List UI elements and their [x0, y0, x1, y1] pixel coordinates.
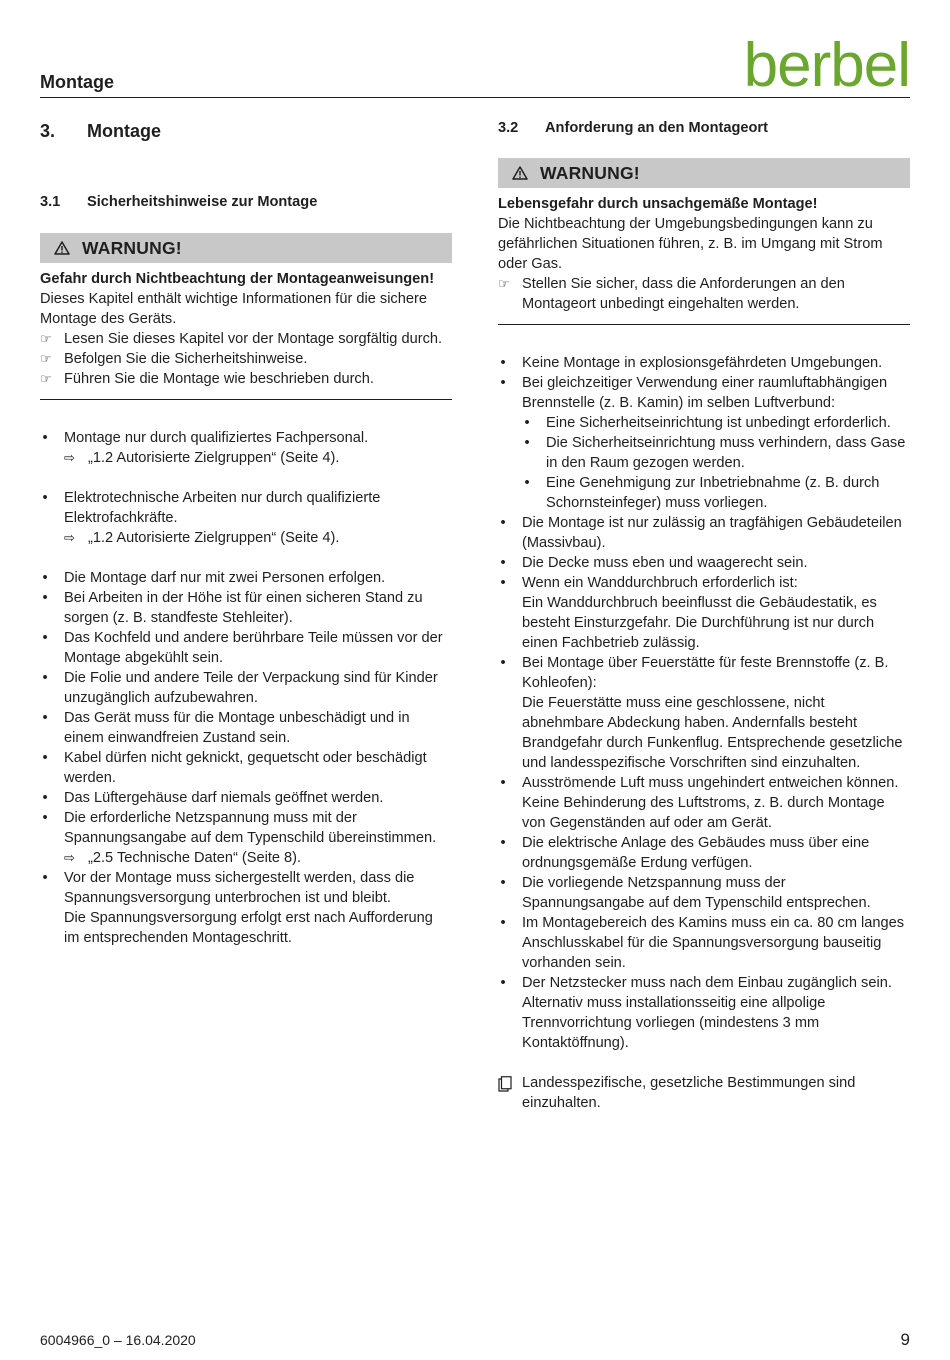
bullet-icon: • [42, 710, 48, 726]
arrow-right-icon: ⇨ [64, 850, 75, 865]
list-item: • Die Folie und andere Teile der Verpackung sind für Kinder unzugänglich aufzubewahren. [40, 668, 452, 708]
arrow-right-icon: ⇨ [64, 530, 75, 545]
bullet-icon: • [42, 490, 48, 506]
bullet-icon: • [42, 810, 48, 826]
list-item: • Vor der Montage muss sichergestellt werden, dass die Spannungsversorgung unterbrochen ist und bleibt. Die Spannungsversorgung erfolgt erst nach Aufforderung im entsprechenden Montageschritt. [40, 868, 452, 948]
action-item: ☞ Befolgen Sie die Sicherheitshinweise. [40, 351, 308, 367]
warning-body [40, 269, 452, 389]
bullet-icon: • [42, 630, 48, 646]
warning-label: WARNUNG! [82, 238, 182, 258]
section-number: 3. [40, 121, 56, 141]
header-rule [40, 97, 910, 98]
bullet-icon: • [42, 790, 48, 806]
list-item: • Bei Montage über Feuerstätte für feste Brennstoffe (z. B. Kohleofen): Die Feuerstätte muss eine geschlossene, nicht abnehmbare Abdeckung haben. Andernfalls besteht Brandgefahr durch Funkenflug. Entsprechende gesetzliche und landesspezifische Vorschriften sind einzuhalten. [498, 653, 910, 773]
pointing-hand-icon: ☞ [40, 371, 52, 386]
action-item: ☞ Führen Sie die Montage wie beschrieben durch. [40, 371, 374, 387]
warning-body [498, 194, 910, 314]
bullet-list [40, 428, 452, 468]
list-item: • Bei gleichzeitiger Verwendung einer raumluftabhängigen Brennstelle (z. B. Kamin) im selben Luftverbund: • Eine Sicherheitseinrichtung ist unbedingt erforderlich. • Die Sicherheitseinrichtung muss verhindern, dass Gase in den Raum gezogen werden. • Eine Genehmigung zur Inbetriebnahme (z. B. durch Schornsteinfeger) muss vorliegen. [498, 373, 910, 513]
running-header: Montage [40, 72, 114, 92]
warning-label: WARNUNG! [540, 163, 640, 183]
list-item: • Die Sicherheitseinrichtung muss verhindern, dass Gase in den Raum gezogen werden. [522, 433, 910, 473]
list-item: • Keine Montage in explosionsgefährdeten Umgebungen. [498, 353, 910, 373]
list-item: • Die elektrische Anlage des Gebäudes muss über eine ordnungsgemäße Erdung verfügen. [498, 833, 910, 873]
note-text: Landesspezifische, gesetzliche Bestimmungen sind einzuhalten. [522, 1075, 856, 1111]
warning-triangle-icon [54, 241, 70, 255]
list-item: • Montage nur durch qualifiziertes Fachpersonal. ⇨ „1.2 Autorisierte Zielgruppen“ (Seite 4). [40, 428, 452, 468]
warning-banner [498, 158, 910, 188]
section-title: Montage [87, 121, 161, 141]
document-id: 6004966_0 – 16.04.2020 [40, 1332, 196, 1348]
list-item: • Ausströmende Luft muss ungehindert entweichen können. Keine Behinderung des Luftstroms, z. B. durch Montage von Gegenständen auf oder am Gerät. [498, 773, 910, 833]
warning-text: Die Nichtbeachtung der Umgebungsbedingungen kann zu gefährlichen Situationen führen, z. B. im Umgang mit Strom oder Gas. [498, 216, 883, 272]
list-item: • Das Kochfeld und andere berührbare Teile müssen vor der Montage abgekühlt sein. [40, 628, 452, 668]
list-item: • Der Netzstecker muss nach dem Einbau zugänglich sein. Alternativ muss installationsseitig eine allpolige Trennvorrichtung vorliegen (mindestens 3 mm Kontaktöffnung). [498, 973, 910, 1053]
bullet-icon: • [500, 375, 506, 391]
bullet-icon: • [500, 515, 506, 531]
list-item-continuation: Die Feuerstätte muss eine geschlossene, nicht abnehmbare Abdeckung haben. Andernfalls besteht Brandgefahr durch Funkenflug. Entsprechende gesetzliche und landesspezifische Vorschriften sind einzuhalten. [522, 695, 903, 771]
list-item: • Das Lüftergehäuse darf niemals geöffnet werden. [40, 788, 452, 808]
page-number: 9 [900, 1330, 910, 1349]
list-item: • Die Montage darf nur mit zwei Personen erfolgen. [40, 568, 452, 588]
cross-reference[interactable]: ⇨ „2.5 Technische Daten“ (Seite 8). [64, 850, 302, 866]
list-item: • Eine Sicherheitseinrichtung ist unbedingt erforderlich. [522, 413, 910, 433]
list-item: • Die erforderliche Netzspannung muss mit der Spannungsangabe auf dem Typenschild übereinstimmen. ⇨ „2.5 Technische Daten“ (Seite 8). [40, 808, 452, 868]
list-item: • Bei Arbeiten in der Höhe ist für einen sicheren Stand zu sorgen (z. B. standfeste Stehleiter). [40, 588, 452, 628]
bullet-icon: • [42, 590, 48, 606]
list-item: • Wenn ein Wanddurchbruch erforderlich ist: Ein Wanddurchbruch beeinflusst die Gebäudestatik, es besteht Einsturzgefahr. Die Durchführung ist nur durch einen Fachbetrieb zulässig. [498, 573, 910, 653]
bullet-icon: • [42, 870, 48, 886]
warning-heading: Lebensgefahr durch unsachgemäße Montage! [498, 196, 818, 212]
bullet-icon: • [500, 355, 506, 371]
bullet-icon: • [42, 570, 48, 586]
list-item: • Elektrotechnische Arbeiten nur durch qualifizierte Elektrofachkräfte. ⇨ „1.2 Autorisierte Zielgruppen“ (Seite 4). [40, 488, 452, 548]
action-item: ☞ Stellen Sie sicher, dass die Anforderungen an den Montageort unbedingt eingehalten werden. [498, 276, 845, 312]
bullet-icon: • [500, 775, 506, 791]
pointing-hand-icon: ☞ [498, 276, 510, 291]
bullet-icon: • [524, 415, 530, 431]
warning-text: Dieses Kapitel enthält wichtige Informationen für die sichere Montage des Geräts. [40, 291, 427, 327]
bullet-icon: • [524, 435, 530, 451]
cross-reference[interactable]: ⇨ „1.2 Autorisierte Zielgruppen“ (Seite 4). [64, 450, 340, 466]
bullet-icon: • [42, 430, 48, 446]
bullet-list [498, 353, 910, 1053]
pointing-hand-icon: ☞ [40, 331, 52, 346]
bullet-icon: • [500, 915, 506, 931]
warning-heading: Gefahr durch Nichtbeachtung der Montageanweisungen! [40, 271, 435, 287]
bullet-icon: • [500, 555, 506, 571]
warning-end-rule [498, 324, 910, 325]
svg-text:berbel: berbel [743, 36, 910, 94]
subsection-title: Anforderung an den Montageort [545, 120, 768, 136]
list-item: • Im Montagebereich des Kamins muss ein ca. 80 cm langes Anschlusskabel für die Spannungsversorgung bauseitig vorhanden sein. [498, 913, 910, 973]
right-column [498, 116, 910, 1113]
warning-end-rule [40, 399, 452, 400]
bullet-icon: • [42, 750, 48, 766]
bullet-icon: • [500, 835, 506, 851]
warning-triangle-icon [512, 166, 528, 180]
bullet-icon: • [524, 475, 530, 491]
subsection-heading-3-2 [498, 118, 910, 138]
subsection-title: Sicherheitshinweise zur Montage [87, 194, 318, 210]
bullet-icon: • [42, 670, 48, 686]
bullet-list [40, 568, 452, 948]
pointing-hand-icon: ☞ [40, 351, 52, 366]
info-note [498, 1073, 910, 1113]
berbel-logo [710, 36, 910, 94]
bullet-icon: • [500, 975, 506, 991]
list-item-continuation: Ein Wanddurchbruch beeinflusst die Gebäudestatik, es besteht Einsturzgefahr. Die Durchführung ist nur durch einen Fachbetrieb zulässig. [522, 595, 877, 651]
left-column [40, 116, 452, 948]
bullet-icon: • [500, 655, 506, 671]
list-item: • Das Gerät muss für die Montage unbeschädigt und in einem einwandfreien Zustand sein. [40, 708, 452, 748]
list-item-continuation: Die Spannungsversorgung erfolgt erst nach Aufforderung im entsprechenden Montageschritt. [64, 910, 433, 946]
bullet-icon: • [500, 575, 506, 591]
list-item: • Die vorliegende Netzspannung muss der Spannungsangabe auf dem Typenschild entsprechen. [498, 873, 910, 913]
warning-banner [40, 233, 452, 263]
cross-reference[interactable]: ⇨ „1.2 Autorisierte Zielgruppen“ (Seite 4). [64, 530, 340, 546]
arrow-right-icon: ⇨ [64, 450, 75, 465]
list-item: • Kabel dürfen nicht geknickt, gequetscht oder beschädigt werden. [40, 748, 452, 788]
subsection-number: 3.1 [40, 194, 61, 210]
list-item: • Die Decke muss eben und waagerecht sein. [498, 553, 910, 573]
list-item: • Die Montage ist nur zulässig an tragfähigen Gebäudeteilen (Massivbau). [498, 513, 910, 553]
subsection-number: 3.2 [498, 120, 519, 136]
sub-bullet-list [522, 413, 910, 513]
document-note-icon [498, 1073, 522, 1113]
action-item: ☞ Lesen Sie dieses Kapitel vor der Montage sorgfältig durch. [40, 331, 443, 347]
bullet-icon: • [500, 875, 506, 891]
subsection-heading-3-1 [40, 192, 452, 212]
section-heading [40, 118, 452, 144]
list-item: • Eine Genehmigung zur Inbetriebnahme (z. B. durch Schornsteinfeger) muss vorliegen. [522, 473, 910, 513]
bullet-list [40, 488, 452, 548]
